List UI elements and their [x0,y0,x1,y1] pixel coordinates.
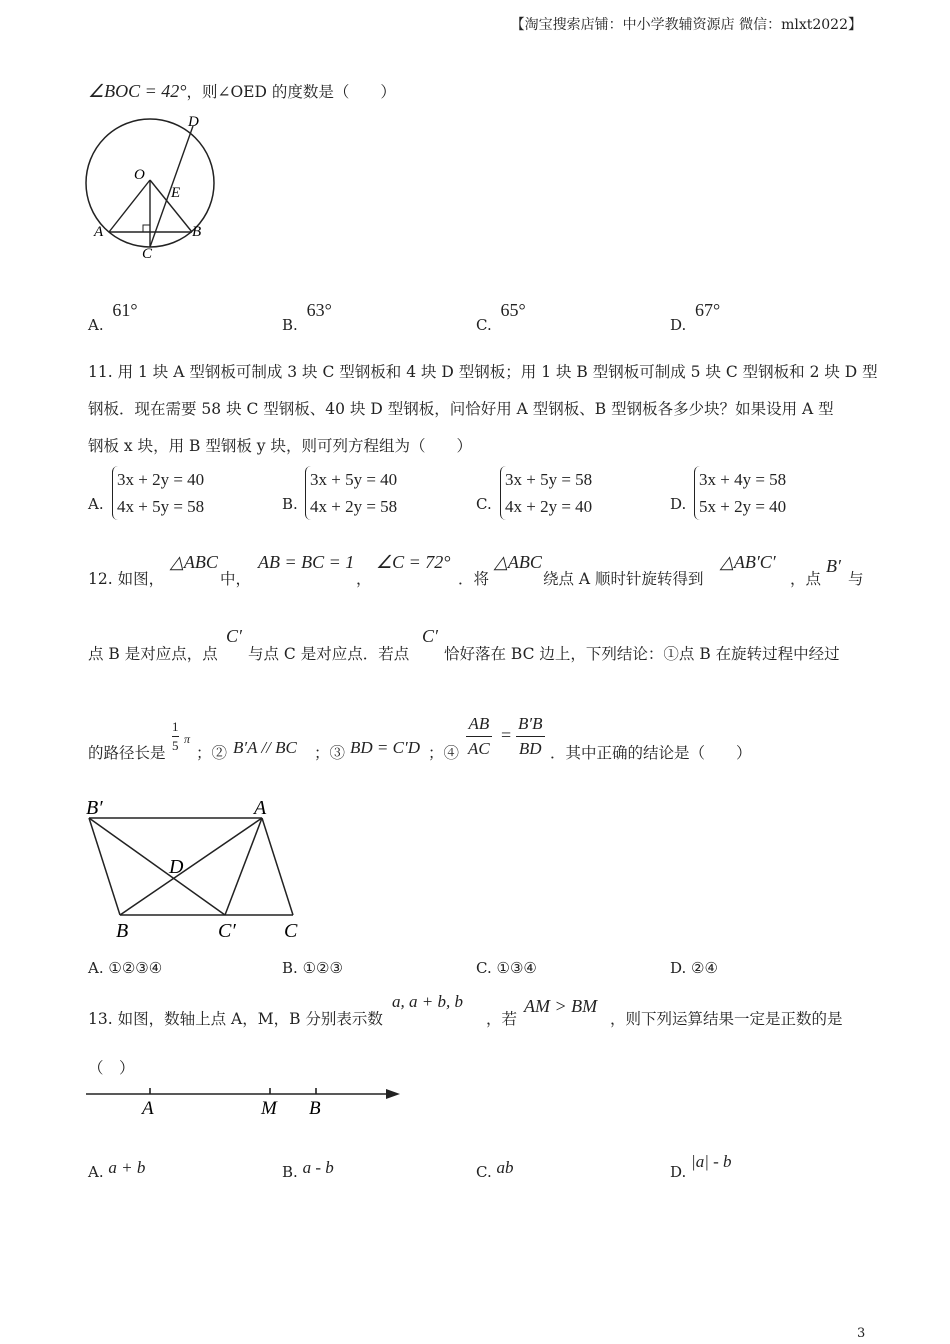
q12-text-1a: 12. 如图， [88,570,165,588]
label-b: B [192,224,202,240]
q11-option-b-system[interactable] [305,466,397,520]
option-value: |a| - b [691,1152,732,1171]
q12-text-3c: ；③ [314,744,346,762]
q12-math-equal-sides: AB = BC = 1 [258,552,355,572]
q12-rotation-figure [80,795,310,945]
option-value: 67° [695,300,721,320]
label-e: E [171,185,181,201]
q12-math-bd-equal: BD = C′D [350,738,420,757]
equation-1: 3x + 5y = 58 [505,470,593,489]
axis-arrow [386,1089,400,1099]
q10-stem-math: ∠BOC = 42° [88,81,187,101]
option-value: ①②③④ [108,959,163,977]
label-a: A [254,797,267,819]
q12-text-3a: 的路径长是 [88,744,166,762]
q12-text-1f: ，点 [790,570,822,588]
q12-fraction-one-fifth [172,718,179,755]
q12-math-triangle: △ABC [170,552,218,572]
q10-option-c[interactable] [476,300,526,334]
q11-option-b-letter[interactable]: B. [282,495,298,513]
q12-text-1d: ．将 [458,570,490,588]
q10-option-b[interactable] [282,300,332,334]
q12-math-c-prime-2: C′ [422,626,438,646]
option-letter: C. [476,1163,492,1181]
page-header: 【淘宝搜索店铺：中小学教辅资源店 微信：mlxt2022】 [510,17,862,33]
q12-text-3b: ；② [196,744,228,762]
equation-2: 5x + 2y = 40 [699,497,787,516]
q12-fraction-bb-bd [516,712,545,761]
q12-text-2a: 点 B 是对应点，点 [88,645,218,663]
q13-text-2: （ ） [88,1059,135,1077]
option-value: 61° [112,300,138,320]
label-b-prime: B′ [86,797,103,819]
label-d: D [188,114,199,130]
segment-a-c [262,818,293,915]
q12-option-a[interactable] [88,959,162,977]
label-b: B [116,920,129,942]
q11-option-a-system[interactable] [112,466,204,520]
q12-text-2b: 与点 C 是对应点．若点 [248,645,410,663]
label-c: C [142,246,153,262]
label-d: D [169,856,184,878]
label-m: M [261,1098,277,1119]
label-a: A [94,224,104,240]
label-a: A [142,1098,154,1119]
q13-option-c[interactable] [476,1158,514,1181]
q11-line2: 钢板．现在需要 58 块 C 型钢板、40 块 D 型钢板，问恰好用 A 型钢板、B 型钢板各多少块？如果设用 A 型 [88,400,834,418]
q12-math-b-prime: B′ [826,556,841,576]
q12-fraction-ab-ac [466,712,492,761]
q10-circle-figure [80,108,230,263]
q11-option-d-system[interactable] [694,466,786,520]
option-letter: C. [476,316,492,334]
q13-text-1b: ，若 [486,1010,518,1028]
option-letter: C. [476,959,492,977]
segment-a-cp [225,818,262,915]
q12-pi: π [184,732,191,746]
q12-text-1b: 中， [220,570,252,588]
equation-1: 3x + 4y = 58 [699,470,787,489]
q12-text-1c: ， [356,570,372,588]
q12-text-1e: 绕点 A 顺时针旋转得到 [543,570,704,588]
q10-stem [88,80,396,102]
label-o: O [134,167,145,183]
q12-math-triangle-2: △ABC [494,552,542,572]
segment-bp-b [89,818,120,915]
q13-math-values: a, a + b, b [392,992,463,1011]
q10-stem-text: ，则∠OED 的度数是（ ） [186,83,396,101]
option-value: ①②③ [302,959,343,977]
q12-equals: = [501,725,512,745]
q10-option-d[interactable] [670,300,721,334]
option-value: a - b [302,1158,334,1177]
option-letter: D. [670,316,687,334]
q11-option-a-letter[interactable]: A. [88,495,104,513]
option-letter: B. [282,316,298,334]
equation-2: 4x + 5y = 58 [117,497,205,516]
option-letter: A. [88,316,104,334]
equation-2: 4x + 2y = 58 [310,497,398,516]
q12-text-2c: 恰好落在 BC 边上，下列结论：①点 B 在旋转过程中经过 [444,645,840,663]
q11-line3: 钢板 x 块，用 B 型钢板 y 块，则可列方程组为（ ） [88,437,472,455]
fraction-numerator: B′B [516,712,545,737]
q13-number-line [80,1080,410,1120]
option-value: 63° [306,300,332,320]
q13-math-condition: AM > BM [524,996,598,1016]
equation-1: 3x + 2y = 40 [117,470,205,489]
q10-option-a[interactable] [88,300,138,334]
q11-option-c-letter[interactable]: C. [476,495,492,513]
q13-text-1c: ，则下列运算结果一定是正数的是 [610,1010,843,1028]
q13-option-a[interactable] [88,1158,146,1181]
q12-math-c-prime: C′ [226,626,242,646]
q12-text-3d: ；④ [428,744,460,762]
option-value: a + b [108,1158,146,1177]
q12-math-angle: ∠C = 72° [376,552,451,572]
option-letter: A. [88,1163,104,1181]
fraction-numerator: 1 [172,719,179,734]
q12-math-parallel: B′A // BC [233,738,297,757]
q12-option-c[interactable] [476,959,537,977]
fraction-denominator: BD [518,739,542,758]
q11-option-d-letter[interactable]: D. [670,495,687,513]
q11-line1: 11. 用 1 块 A 型钢板可制成 3 块 C 型钢板和 4 块 D 型钢板；用 1 块 B 型钢板可制成 5 块 C 型钢板和 2 块 D 型 [88,363,878,381]
q12-text-1g: 与 [848,570,864,588]
option-letter: A. [88,959,104,977]
option-letter: D. [670,959,687,977]
equation-2: 4x + 2y = 40 [505,497,593,516]
segment-b-a [120,818,262,915]
q12-math-rotated-triangle: △AB′C′ [720,552,776,572]
fraction-denominator: 5 [172,738,179,753]
option-letter: B. [282,959,298,977]
segment-bp-cp [89,818,225,915]
option-value: 65° [500,300,526,320]
label-c-prime: C′ [218,920,236,942]
q13-option-d[interactable] [670,1152,732,1181]
equation-1: 3x + 5y = 40 [310,470,398,489]
option-value: ①③④ [496,959,537,977]
option-letter: B. [282,1163,298,1181]
option-letter: D. [670,1163,687,1181]
label-b: B [309,1098,321,1119]
option-value: ab [496,1158,514,1177]
right-angle-mark [143,225,150,232]
page-number: 3 [857,1326,866,1341]
label-c: C [284,920,298,942]
q12-option-d[interactable] [670,959,718,977]
q13-text-1a: 13. 如图，数轴上点 A，M，B 分别表示数 [88,1010,383,1028]
q12-option-b[interactable] [282,959,343,977]
fraction-numerator: AB [466,712,492,737]
fraction-denominator: AC [468,739,490,758]
q11-option-c-system[interactable] [500,466,592,520]
option-value: ②④ [691,959,718,977]
segment-oa [109,180,150,232]
q12-text-3e: ．其中正确的结论是（ ） [550,744,752,762]
q13-option-b[interactable] [282,1158,334,1181]
